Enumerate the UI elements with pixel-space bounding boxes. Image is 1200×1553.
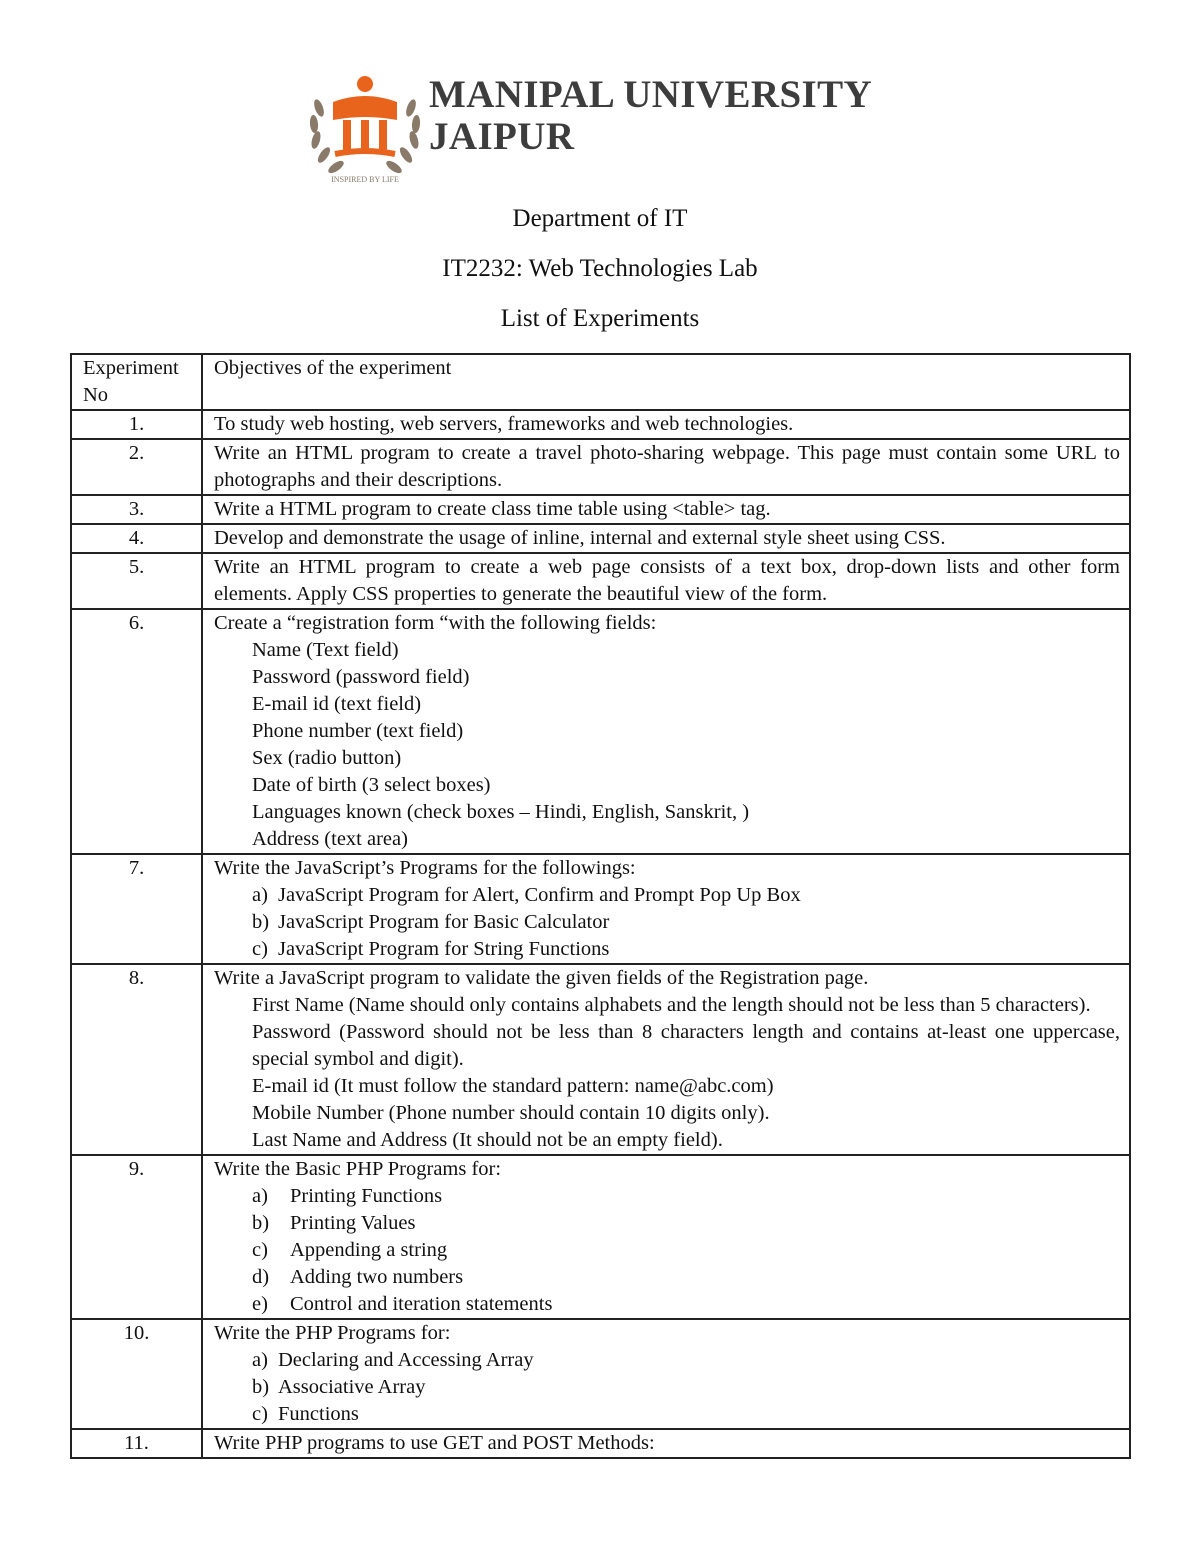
university-name-line2: JAIPUR	[429, 115, 575, 158]
objective-text: Write an HTML program to create a travel photo-sharing webpage. This page must contain some URL to photographs and their descriptions.	[214, 442, 1120, 491]
objective-item: Address (text area)	[252, 828, 408, 850]
objective-item: E-mail id (It must follow the standard pattern: name@abc.com)	[252, 1075, 774, 1097]
objective-list-item	[214, 882, 1120, 909]
header-experiment-no	[71, 354, 202, 410]
objective-item: First Name (Name should only contains alphabets and the length should not be less than 5 characters).	[252, 994, 1091, 1016]
objective-text: Develop and demonstrate the usage of inline, internal and external style sheet using CSS.	[214, 527, 946, 549]
university-name	[429, 74, 872, 158]
experiment-objective	[202, 964, 1130, 1155]
objective-item: Languages known (check boxes – Hindi, English, Sanskrit, )	[252, 801, 750, 823]
emblem-icon	[305, 68, 425, 188]
objective-text: Write a JavaScript program to validate the given fields of the Registration page.	[214, 967, 869, 989]
list-item-text: JavaScript Program for String Functions	[278, 938, 610, 960]
list-marker: c)	[252, 1239, 268, 1261]
list-item-text: Functions	[278, 1403, 359, 1425]
table-row	[71, 553, 1130, 609]
table-row	[71, 439, 1130, 495]
experiment-number: 6.	[71, 609, 202, 854]
experiment-objective	[202, 854, 1130, 964]
objective-list-item	[214, 1374, 1120, 1401]
header-objectives: Objectives of the experiment	[202, 354, 1130, 410]
experiment-number: 7.	[71, 854, 202, 964]
experiment-number: 5.	[71, 553, 202, 609]
objective-text: Write the PHP Programs for:	[214, 1322, 451, 1344]
list-marker: c)	[252, 1403, 268, 1425]
table-row	[71, 524, 1130, 553]
list-item-text: Adding two numbers	[290, 1266, 464, 1288]
objective-text: Write PHP programs to use GET and POST Methods:	[214, 1432, 655, 1454]
objective-item: Date of birth (3 select boxes)	[252, 774, 491, 796]
objective-item: Password (password field)	[252, 666, 470, 688]
objective-text: Create a “registration form “with the following fields:	[214, 612, 657, 634]
table-row	[71, 1155, 1130, 1319]
experiment-objective	[202, 1319, 1130, 1429]
table-row	[71, 1429, 1130, 1458]
list-marker: a)	[252, 884, 268, 906]
objective-item: Sex (radio button)	[252, 747, 402, 769]
list-item-text: Associative Array	[278, 1376, 426, 1398]
objective-list-item	[214, 1291, 1120, 1318]
list-title: List of Experiments	[500, 305, 700, 332]
table-row	[71, 410, 1130, 439]
experiment-number: 3.	[71, 495, 202, 524]
department-title: Department of IT	[512, 205, 688, 232]
list-marker: b)	[252, 1212, 270, 1234]
objective-list-item	[214, 1264, 1120, 1291]
table-row	[71, 1319, 1130, 1429]
objective-item: Password (Password should not be less than 8 characters length and contains at-least one uppercase, special symbol and digit).	[252, 1021, 1120, 1070]
objective-list-item	[214, 1401, 1120, 1428]
experiment-number: 8.	[71, 964, 202, 1155]
list-item-text: Declaring and Accessing Array	[278, 1349, 534, 1371]
emblem-motto: INSPIRED BY LIFE	[331, 175, 399, 184]
list-item-text: JavaScript Program for Alert, Confirm and Prompt Pop Up Box	[278, 884, 801, 906]
list-marker: a)	[252, 1349, 268, 1371]
experiment-objective	[202, 1429, 1130, 1458]
objective-list-item	[214, 909, 1120, 936]
experiment-objective	[202, 1155, 1130, 1319]
list-marker: c)	[252, 938, 268, 960]
course-title: IT2232: Web Technologies Lab	[442, 255, 758, 282]
experiment-objective	[202, 439, 1130, 495]
objective-item: Last Name and Address (It should not be an empty field).	[252, 1129, 723, 1151]
objective-text: Write the JavaScript’s Programs for the followings:	[214, 857, 636, 879]
experiment-objective	[202, 609, 1130, 854]
objective-item: Mobile Number (Phone number should contain 10 digits only).	[252, 1102, 770, 1124]
table-row	[71, 495, 1130, 524]
experiments-table	[70, 353, 1131, 1459]
table-header-row	[71, 354, 1130, 410]
table-row	[71, 609, 1130, 854]
table-row	[71, 964, 1130, 1155]
experiment-number: 10.	[71, 1319, 202, 1429]
experiment-number: 11.	[71, 1429, 202, 1458]
objective-list-item	[214, 936, 1120, 963]
list-marker: a)	[252, 1185, 268, 1207]
list-marker: d)	[252, 1266, 270, 1288]
objective-text: Write the Basic PHP Programs for:	[214, 1158, 502, 1180]
list-marker: e)	[252, 1293, 268, 1315]
list-item-text: Control and iteration statements	[290, 1293, 553, 1315]
university-name-line1: MANIPAL UNIVERSITY	[429, 73, 873, 116]
experiment-number: 9.	[71, 1155, 202, 1319]
objective-text: To study web hosting, web servers, frameworks and web technologies.	[214, 413, 794, 435]
objective-list-item	[214, 1347, 1120, 1374]
experiment-objective	[202, 410, 1130, 439]
experiment-number: 2.	[71, 439, 202, 495]
list-item-text: Printing Functions	[290, 1185, 443, 1207]
experiment-objective	[202, 524, 1130, 553]
experiment-number: 4.	[71, 524, 202, 553]
objective-list-item	[214, 1210, 1120, 1237]
header-experiment-no-word: Experiment	[83, 357, 179, 379]
list-item-text: Appending a string	[290, 1239, 448, 1261]
experiment-objective	[202, 553, 1130, 609]
university-logo	[305, 68, 895, 188]
experiment-number: 1.	[71, 410, 202, 439]
objective-item: Phone number (text field)	[252, 720, 464, 742]
list-marker: b)	[252, 911, 270, 933]
list-item-text: Printing Values	[290, 1212, 416, 1234]
experiment-objective	[202, 495, 1130, 524]
objective-item: E-mail id (text field)	[252, 693, 422, 715]
objective-text: Write an HTML program to create a web page consists of a text box, drop-down lists and other form elements. Apply CSS properties to generate the beautiful view of the form.	[214, 556, 1120, 605]
objective-list-item	[214, 1237, 1120, 1264]
list-item-text: JavaScript Program for Basic Calculator	[278, 911, 610, 933]
list-marker: b)	[252, 1376, 270, 1398]
objective-list-item	[214, 1183, 1120, 1210]
objective-item: Name (Text field)	[252, 639, 399, 661]
table-row	[71, 854, 1130, 964]
header-experiment-no-word: No	[83, 384, 109, 406]
objective-text: Write a HTML program to create class time table using <table> tag.	[214, 498, 771, 520]
